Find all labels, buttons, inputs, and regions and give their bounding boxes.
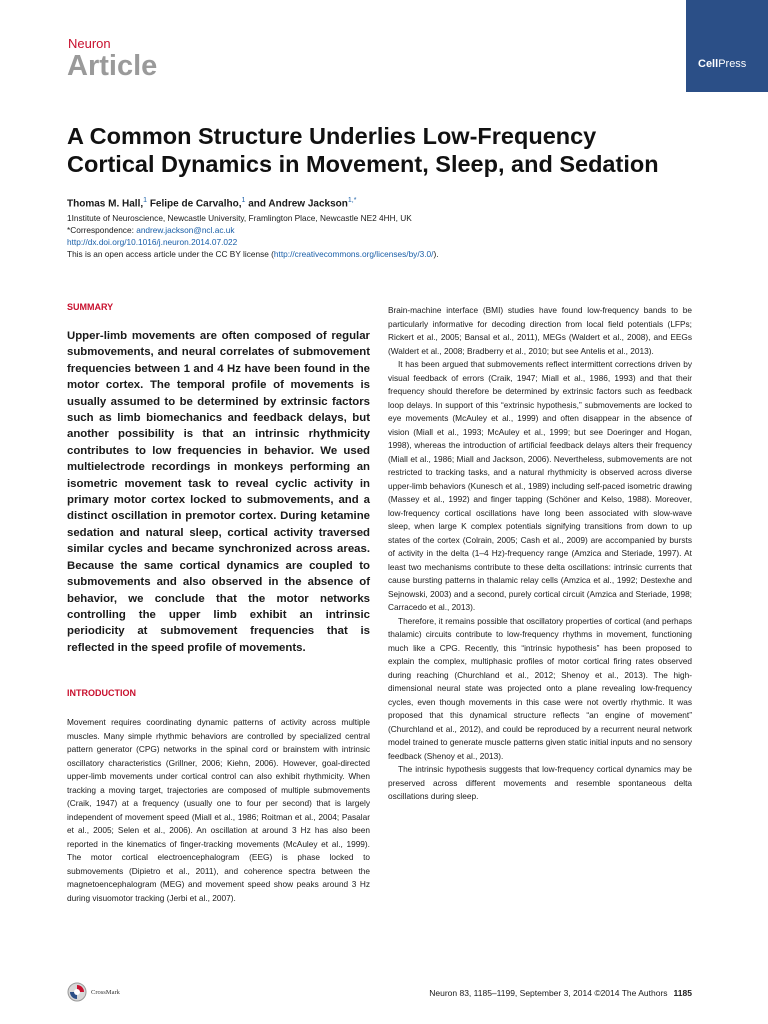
publisher-name: CellPress [698,58,747,70]
paper-title: A Common Structure Underlies Low-Frequency Cortical Dynamics in Movement, Sleep, and Sedation [67,123,659,177]
email-link[interactable]: andrew.jackson@ncl.ac.uk [136,225,235,235]
intro-paragraph: Movement requires coordinating dynamic patterns of activity across multiple muscles. Many simple rhythmic behaviors are controlled by specialized central pattern generator (CPG) networks in the spinal cord or brainstem with intrinsic oscillatory characteristics (Grillner, 2006; Kiehn, 2006). However, goal-directed upper-limb movements under cortical control can also exhibit rhythmicity. When tracking a moving target, trajectories are composed of multiple submovements (Craik, 1947) at a frequency (usually one to four per second) that is largely independent of movement speed (Miall et al., 1986; Roitman et al., 2004; Pasalar et al., 2005; Selen et al., 2006). An oscillation at around 3 Hz has also been reported in the kinematics of finger-tracking movements (McAuley et al., 1999). The motor cortical electroencephalogram (EEG) is phase locked to submovements (Dipietro et al., 2011), and coherence spectra between the magnetoencephalogram (MEG) and movement speed show peaks around 3 Hz during visuomotor tracking (Jerbi et al., 2007). [67,717,370,903]
page-number: 1185 [673,988,692,998]
correspondence: *Correspondence: andrew.jackson@ncl.ac.uk [67,225,235,235]
introduction-heading: INTRODUCTION [67,688,136,698]
affiliation: 1Institute of Neuroscience, Newcastle University, Framlington Place, Newcastle NE2 4HH, UK [67,213,412,223]
body-paragraph: Brain-machine interface (BMI) studies have found low-frequency bands to be particularly informative for decoding direction from local field potentials (LFPs; Rickert et al., 2005; Bansal et al., 2011), MEGs (Waldert et al., 2008), and EEGs (Waldert et al., 2008; Bradberry et al., 2010; but see Antelis et al., 2013). [388,305,692,356]
crossmark-badge[interactable] [67,982,120,1002]
body-paragraph: The intrinsic hypothesis suggests that low-frequency cortical dynamics may be preserved across different movements and resemble spontaneous delta oscillations during sleep. [388,764,692,801]
crossmark-label: CrossMark [91,988,120,996]
journal-name: Neuron [68,36,111,51]
body-paragraph: Therefore, it remains possible that oscillatory properties of cortical (and perhaps thalamic) circuits contribute to low-frequency rhythms in movement, functioning much like a CPG. Recently, this “intrinsic hypothesis” has been proposed to explain the complex, multiphasic profiles of motor cortical firing rates observed during reaching (Churchland et al., 2012; Shenoy et al., 2013). The high-dimensional neural state was projected onto a plane revealing low-frequency cycles, even though movements in this case were not overtly rhythmic. It was proposed that this dynamical structure reflects “an engine of movement” (Churchland et al., 2012), and could be reproduced by a recurrent neural network model trained to generate muscle patterns given static initial inputs and no sensory feedback (Shenoy et al., 2013). [388,615,692,761]
license-link[interactable]: http://creativecommons.org/licenses/by/3.0/ [273,249,434,259]
article-type: Article [67,50,158,82]
doi-link[interactable]: http://dx.doi.org/10.1016/j.neuron.2014.07.022 [67,237,238,247]
body-paragraph: It has been argued that submovements reflect intermittent corrections driven by visual feedback of errors (Craik, 1947; Miall et al., 1986, 1993) and that their frequency should therefore be determined by extrinsic factors such as feedback loop delays. In support of this “extrinsic hypothesis,” submovements are locked to eye movements (McAuley et al., 1999) and often disappear in the absence of vision (Miall et al., 1993; McAuley et al., 1999; but see Doeringer and Hogan, 1998), whereas the introduction of artificial feedback delays alters their frequency (Miall et al., 1986; Miall and Jackson, 2006). Nevertheless, submovements are not restricted to tracking tasks, and a natural rhythmicity is observed across diverse upper-limb behaviors (Kunesch et al., 1989) including self-paced isometric drawing (Massey et al., 1992) and finger tapping (Schöner and Kelso, 1988). Moreover, low-frequency cortical oscillations have long been associated with slow-wave sleep, when large K complex potentials signifying transitions from down to up states of the cortex (Colrain, 2005; Cash et al., 2009) are accompanied by bursts of activity in the delta (1–4 Hz)-frequency range (Amzica and Steriade, 1997). At least two mechanisms contribute to these delta oscillations: intrinsic currents that cause bursting patterns in thalamic relay cells (Amzica et al., 1992; Destexhe and Sejnowski, 2003) and a second, purely cortical circuit (Amzica and Steriade, 1998; Carracedo et al., 2013). [388,359,692,612]
intro-left-column [67,716,370,905]
summary-heading: SUMMARY [67,302,114,312]
summary-text: Upper-limb movements are often composed of regular submovements, and neural correlates of submovement frequencies between 1 and 4 Hz have been found in the motor cortex. The temporal profile of movements is usually assumed to be determined by extrinsic factors such as limb biomechanics and feedback delays, but another possibility is that an intrinsic rhythmicity contributes to low frequencies in behavior. We used multielectrode recordings in monkeys performing an isometric movement task to reveal cyclic activity in primary motor cortex locked to submovements, and a distinct oscillation in premotor cortex. During ketamine sedation and natural sleep, cortical activity traversed similar cycles and became synchronized across areas. Because the same cortical dynamics are coupled to submovements and also observed in the absence of behavior, we conclude that the motor networks controlling the upper limb exhibit an intrinsic periodicity at submovement frequencies that is reflected in the speed profile of movements. [67,330,370,654]
right-column [388,304,692,804]
publisher-logo [686,0,768,92]
citation-line: Neuron 83, 1185–1199, September 3, 2014 ©2014 The Authors [429,988,668,998]
license-line: This is an open access article under the CC BY license (http://creativecommons.org/licenses/by/3.0/). [67,249,439,259]
author-list: Thomas M. Hall,$^1$ Felipe de Carvalho,$^1$ and Andrew Jackson$^{1,*}$ [67,197,357,210]
page-footer [390,988,692,998]
crossmark-icon [67,982,87,1002]
